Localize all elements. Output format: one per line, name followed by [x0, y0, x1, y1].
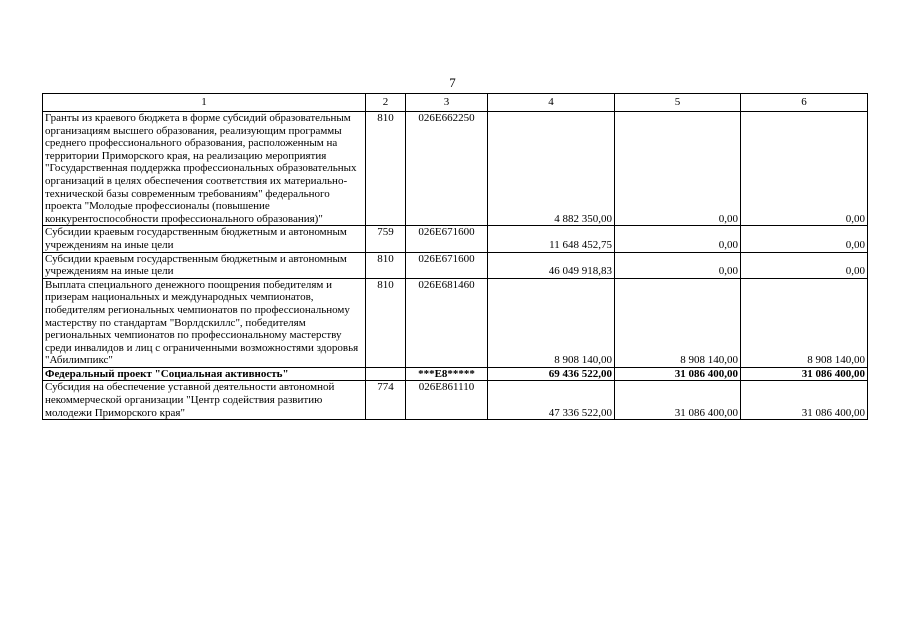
header-col-6: 6	[741, 94, 868, 112]
row-amount-1: 4 882 350,00	[488, 112, 615, 226]
row-amount-2: 31 086 400,00	[615, 367, 741, 381]
budget-table	[42, 93, 868, 420]
row-target-code: 026E662250	[406, 112, 488, 226]
header-col-5: 5	[615, 94, 741, 112]
row-ved-code	[366, 367, 406, 381]
row-target-code: 026E861110	[406, 381, 488, 420]
table-row	[43, 278, 868, 367]
row-amount-2: 8 908 140,00	[615, 278, 741, 367]
row-name: Федеральный проект "Социальная активность"	[43, 367, 366, 381]
page-number: 7	[449, 75, 456, 90]
header-col-2: 2	[366, 94, 406, 112]
row-ved-code: 774	[366, 381, 406, 420]
table-row	[43, 381, 868, 420]
table-row	[43, 226, 868, 252]
row-amount-1: 46 049 918,83	[488, 252, 615, 278]
table-row	[43, 112, 868, 226]
row-amount-3: 0,00	[741, 252, 868, 278]
row-name: Выплата специального денежного поощрения победителям и призерам национальных и международных чемпионатов, победителям региональных чемпионатов по профессиональному мастерству по стандартам "Ворлдскиллс", победителям региональных чемпионатов по профессиональному мастерству среди инвалидов и лиц с ограниченными возможностями здоровья "Абилимпикс"	[43, 278, 366, 367]
row-amount-1: 47 336 522,00	[488, 381, 615, 420]
row-amount-3: 8 908 140,00	[741, 278, 868, 367]
row-ved-code: 810	[366, 112, 406, 226]
table-row	[43, 252, 868, 278]
row-amount-1: 69 436 522,00	[488, 367, 615, 381]
row-amount-2: 0,00	[615, 226, 741, 252]
row-target-code: 026E671600	[406, 226, 488, 252]
row-amount-2: 0,00	[615, 252, 741, 278]
row-amount-1: 8 908 140,00	[488, 278, 615, 367]
row-amount-3: 0,00	[741, 226, 868, 252]
header-col-3: 3	[406, 94, 488, 112]
row-target-code: ***E8*****	[406, 367, 488, 381]
row-ved-code: 810	[366, 252, 406, 278]
row-target-code: 026E681460	[406, 278, 488, 367]
row-ved-code: 810	[366, 278, 406, 367]
row-amount-3: 31 086 400,00	[741, 381, 868, 420]
table-header-row	[43, 94, 868, 112]
row-amount-2: 31 086 400,00	[615, 381, 741, 420]
row-name: Гранты из краевого бюджета в форме субсидий образовательным организациям высшего образования, реализующим программы среднего профессионального образования, расположенным на территории Приморского края, на реализацию мероприятия "Государственная поддержка профессиональных образовательных организаций в целях обеспечения соответствия их материально-технической базы современным требованиям" федерального проекта "Молодые профессионалы (повышение конкурентоспособности профессионального образования)"	[43, 112, 366, 226]
row-name: Субсидия на обеспечение уставной деятельности автономной некоммерческой организации "Центр содействия развитию молодежи Приморского края"	[43, 381, 366, 420]
table-row-project-total	[43, 367, 868, 381]
row-target-code: 026E671600	[406, 252, 488, 278]
row-name: Субсидии краевым государственным бюджетным и автономным учреждениям на иные цели	[43, 226, 366, 252]
row-amount-1: 11 648 452,75	[488, 226, 615, 252]
header-col-1: 1	[43, 94, 366, 112]
row-amount-3: 0,00	[741, 112, 868, 226]
row-name: Субсидии краевым государственным бюджетным и автономным учреждениям на иные цели	[43, 252, 366, 278]
row-ved-code: 759	[366, 226, 406, 252]
row-amount-3: 31 086 400,00	[741, 367, 868, 381]
row-amount-2: 0,00	[615, 112, 741, 226]
header-col-4: 4	[488, 94, 615, 112]
